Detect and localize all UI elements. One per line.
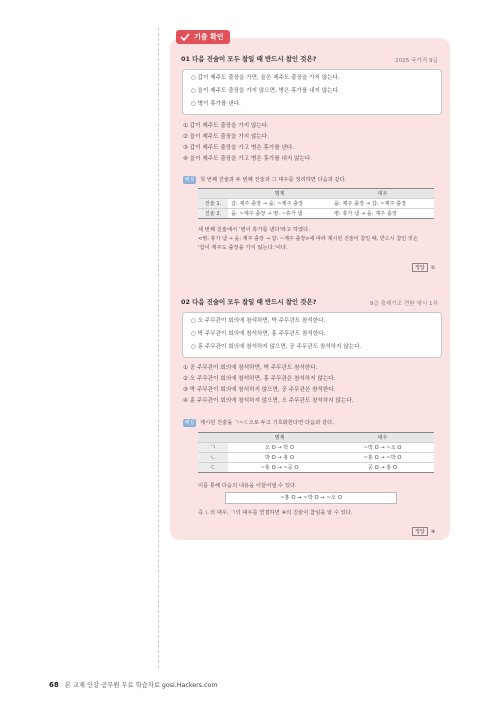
answer-label: 정답 bbox=[412, 527, 428, 536]
table-row bbox=[198, 453, 434, 463]
q2-answer bbox=[412, 527, 435, 536]
q2-table bbox=[198, 432, 434, 473]
q2-explanation-badge: 해설 bbox=[184, 420, 195, 426]
answer-label: 정답 bbox=[412, 263, 428, 272]
q2-option-3[interactable]: ③ 박 주무관이 회의에 참석하지 않으면, 공 주무관은 참석한다. bbox=[183, 387, 336, 393]
page-footer bbox=[49, 680, 217, 689]
q1-statement: ○ 을이 제주도 출장을 가지 않으면, 병은 휴가를 내지 않는다. bbox=[191, 88, 340, 94]
q1-source: 2025 국가직 9급 bbox=[395, 58, 438, 64]
q2-option-2[interactable]: ② 오 주무관이 회의에 참석하면, 홍 주무관은 참석하지 않는다. bbox=[183, 376, 336, 382]
q1-title: 01 다음 진술이 모두 참일 때 반드시 참인 것은? bbox=[181, 55, 317, 63]
table-header bbox=[198, 433, 228, 443]
table-row bbox=[198, 199, 434, 209]
table-cell: 공 O → 홍 O bbox=[331, 463, 434, 473]
q1-explanation-line: 세 번째 진술에서 '병이 휴가를 낸다'라고 하였다. bbox=[198, 227, 310, 233]
q2-title: 02 다음 진술이 모두 참일 때 반드시 참인 것은? bbox=[181, 298, 317, 306]
table-cell: 오 O → 박 O bbox=[228, 443, 331, 453]
table-row bbox=[198, 209, 434, 219]
table-cell: 갑: 제주 출장 → 을: ~제주 출장 bbox=[228, 199, 331, 209]
q2-explanation-end: 즉 ㄴ의 대우, ㄱ의 대우를 연결하면 ④의 진술이 참임을 알 수 있다. bbox=[198, 510, 353, 516]
q1-option-3[interactable]: ③ 갑이 제주도 출장을 가고 병은 휴가를 낸다. bbox=[183, 145, 295, 151]
q2-statements-box bbox=[182, 312, 442, 358]
column-divider bbox=[158, 28, 159, 668]
table-row bbox=[198, 443, 434, 453]
q1-option-1[interactable]: ① 갑이 제주도 출장을 가지 않는다. bbox=[183, 123, 269, 129]
q1-explanation-line: '갑이 제주도 출장을 가지 않는다.'이다. bbox=[198, 245, 288, 251]
q2-statement: ○ 오 주무관이 회의에 참석하면, 박 주무관도 참석한다. bbox=[191, 318, 326, 324]
q1-explanation-line: <병: 휴가 냄 → 을: 제주 출장 → 갑: ~제주 출장>에 따라 제시된 진술이 참일 때, 반드시 참인 것은 bbox=[198, 236, 418, 242]
q1-option-2[interactable]: ② 을이 제주도 출장을 가지 않는다. bbox=[183, 134, 269, 140]
table-cell: 을: ~제주 출장 → 병: ~휴가 냄 bbox=[228, 209, 331, 219]
table-header: 명제 bbox=[228, 189, 331, 199]
q1-table bbox=[198, 188, 434, 219]
q1-statements-box bbox=[182, 69, 442, 115]
q1-statement: ○ 갑이 제주도 출장을 가면, 을은 제주도 출장을 가지 않는다. bbox=[191, 75, 340, 81]
q1-statement: ○ 병이 휴가를 낸다. bbox=[191, 101, 241, 107]
table-cell: ㄷ bbox=[198, 463, 228, 473]
table-cell: ㄴ bbox=[198, 453, 228, 463]
q1-explanation-badge: 해설 bbox=[184, 177, 195, 183]
table-header: 대우 bbox=[331, 433, 434, 443]
table-header bbox=[198, 189, 228, 199]
table-cell: ~박 O → ~오 O bbox=[331, 443, 434, 453]
table-cell: ~홍 O → ~공 O bbox=[228, 463, 331, 473]
table-cell: 진술 2. bbox=[198, 209, 228, 219]
section-tab-label: 기출 확인 bbox=[194, 33, 224, 41]
table-cell: ~홍 O → ~박 O bbox=[331, 453, 434, 463]
table-header: 명제 bbox=[228, 433, 331, 443]
answer-value: ④ bbox=[430, 529, 436, 535]
table-cell: 진술 1. bbox=[198, 199, 228, 209]
q2-statement: ○ 박 주무관이 회의에 참석하면, 홍 주무관도 참석한다. bbox=[191, 331, 326, 337]
q2-source: 9급 출제기조 전환 예시 1차 bbox=[369, 301, 438, 307]
q2-statement: ○ 홍 주무관이 회의에 참석하지 않으면, 공 주무관도 참석하지 않는다. bbox=[191, 344, 362, 350]
q2-explanation-mid: 이를 통해 다음의 내용을 이끌어낼 수 있다. bbox=[198, 483, 297, 489]
q2-explanation-intro: 제시된 진술을 ㄱ~ㄷ으로 두고 기호화한다면 다음과 같다. bbox=[200, 420, 334, 426]
q2-option-4[interactable]: ④ 홍 주무관이 회의에 참석하지 않으면, 오 주무관도 참석하지 않는다. bbox=[183, 398, 354, 404]
check-icon bbox=[180, 32, 190, 42]
page-number: 68 bbox=[49, 681, 59, 689]
table-header: 대우 bbox=[331, 189, 434, 199]
q2-option-1[interactable]: ① 공 주무관이 회의에 참석하면, 박 주무관도 참석한다. bbox=[183, 365, 318, 371]
q1-explanation-intro: 첫 번째 진술과 두 번째 진술과 그 대우를 정리하면 다음과 같다. bbox=[200, 177, 347, 183]
q2-result-box: ~홍 O → ~박 O → ~오 O bbox=[225, 492, 397, 504]
q1-answer bbox=[412, 263, 435, 272]
table-cell: 을: 제주 출장 → 갑: ~제주 출장 bbox=[331, 199, 434, 209]
table-cell: ㄱ bbox=[198, 443, 228, 453]
footer-text: 본 교재 인강·공무원 무료 학습자료 gosi.Hackers.com bbox=[64, 682, 218, 689]
table-row bbox=[198, 463, 434, 473]
section-tab bbox=[176, 30, 230, 44]
q1-option-4[interactable]: ④ 을이 제주도 출장을 가고 병은 휴가를 내지 않는다. bbox=[183, 156, 313, 162]
table-cell: 병: 휴가 냄 → 을: 제주 출장 bbox=[331, 209, 434, 219]
table-cell: 박 O → 홍 O bbox=[228, 453, 331, 463]
answer-value: ① bbox=[430, 265, 436, 271]
